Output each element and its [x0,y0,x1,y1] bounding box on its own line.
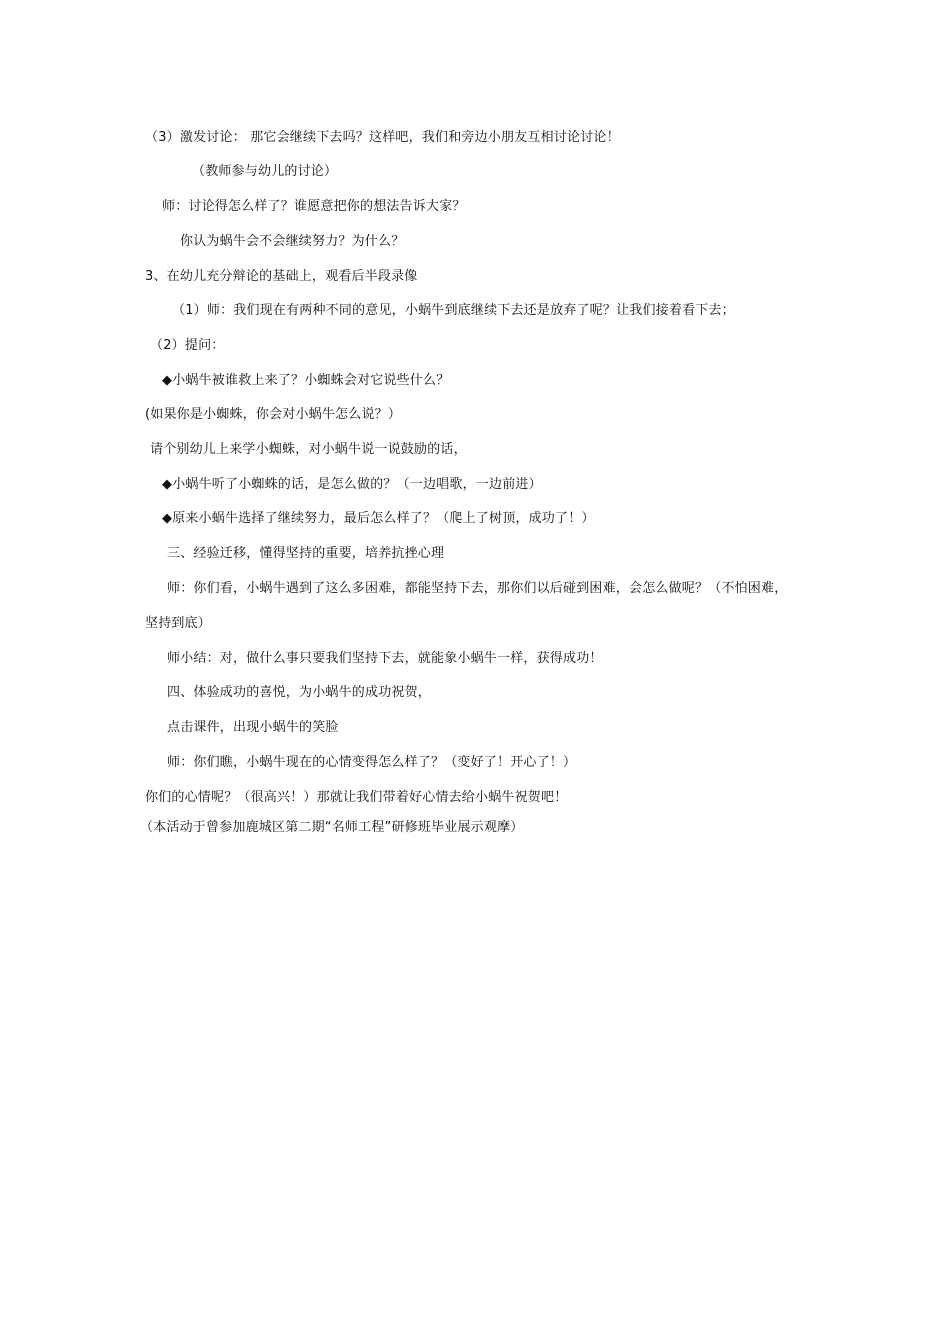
paragraph-your-mood: 你们的心情呢？（很高兴！）那就让我们带着好心情去给小蜗牛祝贺吧！ [145,790,568,805]
paragraph-snail-mood: 师：你们瞧，小蜗牛现在的心情变得怎么样了？（变好了！开心了！） [167,755,577,770]
paragraph-teacher-summary: 师小结：对，做什么事只要我们坚持下去，就能象小蜗牛一样，获得成功！ [167,651,603,666]
section-heading-3: 3、在幼儿充分辩论的基础上，观看后半段录像 [145,269,418,284]
paragraph-face-difficulties: 师：你们看，小蜗牛遇到了这么多困难，都能坚持下去，那你们以后碰到困难，会怎么做呢？（不怕困难， [167,581,788,596]
paragraph-teacher-question: 师：讨论得怎么样了？谁愿意把你的想法告诉大家？ [162,199,466,214]
paragraph-discussion-prompt: （3）激发讨论： 那它会继续下去吗？这样吧，我们和旁边小朋友互相讨论讨论！ [145,130,620,145]
paragraph-encouraging-words: 请个别幼儿上来学小蜘蛛，对小蜗牛说一说鼓励的话， [150,442,467,457]
paragraph-ask-label: （2）提问： [150,338,225,353]
paragraph-if-you-were-spider: (如果你是小蜘蛛，你会对小蜗牛怎么说？） [145,407,402,422]
section-heading-experience-transfer: 三、经验迁移，懂得坚持的重要，培养抗挫心理 [167,546,445,561]
paragraph-persist-to-end: 坚持到底） [145,616,212,631]
paragraph-teacher-participates: （教师参与幼儿的讨论） [192,164,338,179]
bullet-snail-succeeded: ◆原来小蜗牛选择了继续努力，最后怎么样了？（爬上了树顶，成功了！） [162,511,595,526]
paragraph-click-courseware: 点击课件，出现小蜗牛的笑脸 [167,720,339,735]
paragraph-activity-note: （本活动于曾参加鹿城区第二期“名师工程”研修班毕业展示观摩） [140,820,524,835]
bullet-who-rescued: ◆小蜗牛被谁救上来了？小蜘蛛会对它说些什么？ [162,373,450,388]
paragraph-snail-question: 你认为蜗牛会不会继续努力？为什么？ [180,234,405,249]
bullet-what-did-snail-do: ◆小蜗牛听了小蜘蛛的话，是怎么做的？（一边唱歌，一边前进） [162,477,542,492]
paragraph-two-opinions: （1）师：我们现在有两种不同的意见，小蜗牛到底继续下去还是放弃了呢？让我们接着看下去； [172,303,735,318]
section-heading-celebrate: 四、体验成功的喜悦，为小蜗牛的成功祝贺， [167,685,432,700]
